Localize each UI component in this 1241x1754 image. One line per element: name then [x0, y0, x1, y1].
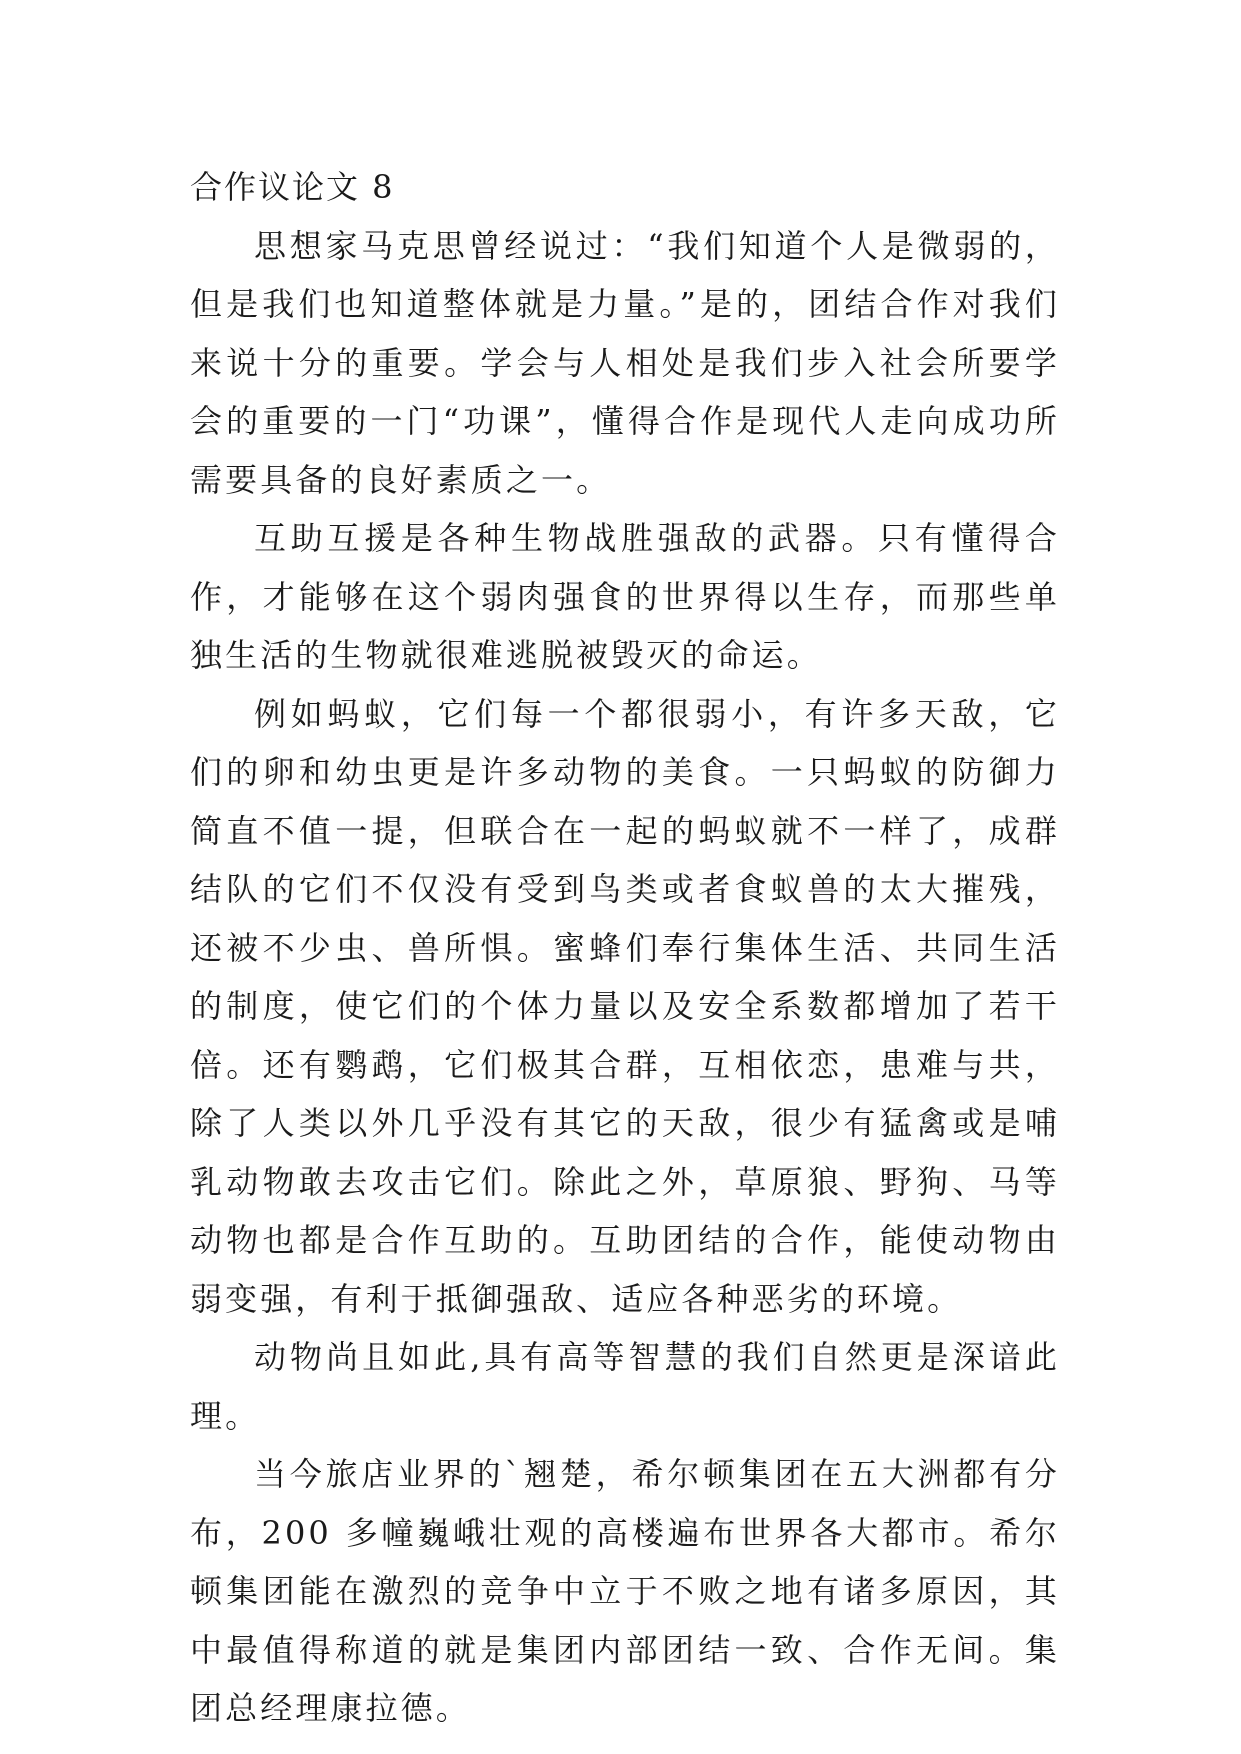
paragraph-2: 互助互援是各种生物战胜强敌的武器。只有懂得合作，才能够在这个弱肉强食的世界得以生存，而那些单独生活的生物就很难逃脱被毁灭的命运。: [190, 519, 1060, 674]
paragraph-3: 例如蚂蚁，它们每一个都很弱小，有许多天敌，它们的卵和幼虫更是许多动物的美食。一只蚂蚁的防御力简直不值一提，但联合在一起的蚂蚁就不一样了，成群结队的它们不仅没有受到鸟类或者食蚁兽的太大摧残，还被不少虫、兽所惧。蜜蜂们奉行集体生活、共同生活的制度，使它们的个体力量以及安全系数都增加了若干倍。还有鹦鹉，它们极其合群，互相依恋，患难与共，除了人类以外几乎没有其它的天敌，很少有猛禽或是哺乳动物敢去攻击它们。除此之外，草原狼、野狗、马等动物也都是合作互助的。互助团结的合作，能使动物由弱变强，有利于抵御强敌、适应各种恶劣的环境。: [190, 694, 1060, 1318]
paragraph-5: 当今旅店业界的`翘楚，希尔顿集团在五大洲都有分布，200 多幢巍峨壮观的高楼遍布世界各大都市。希尔顿集团能在激烈的竞争中立于不败之地有诸多原因，其中最值得称道的就是集团内部团结一致、合作无间。集团总经理康拉德。: [190, 1455, 1060, 1727]
document-body: [190, 158, 1060, 1738]
paragraph-4: 动物尚且如此,具有高等智慧的我们自然更是深谙此理。: [190, 1338, 1060, 1435]
document-title: 合作议论文 8: [190, 168, 395, 206]
paragraph-1: 思想家马克思曾经说过：“我们知道个人是微弱的，但是我们也知道整体就是力量。”是的，团结合作对我们来说十分的重要。学会与人相处是我们步入社会所要学会的重要的一门“功课”，懂得合作是现代人走向成功所需要具备的良好素质之一。: [190, 226, 1060, 499]
